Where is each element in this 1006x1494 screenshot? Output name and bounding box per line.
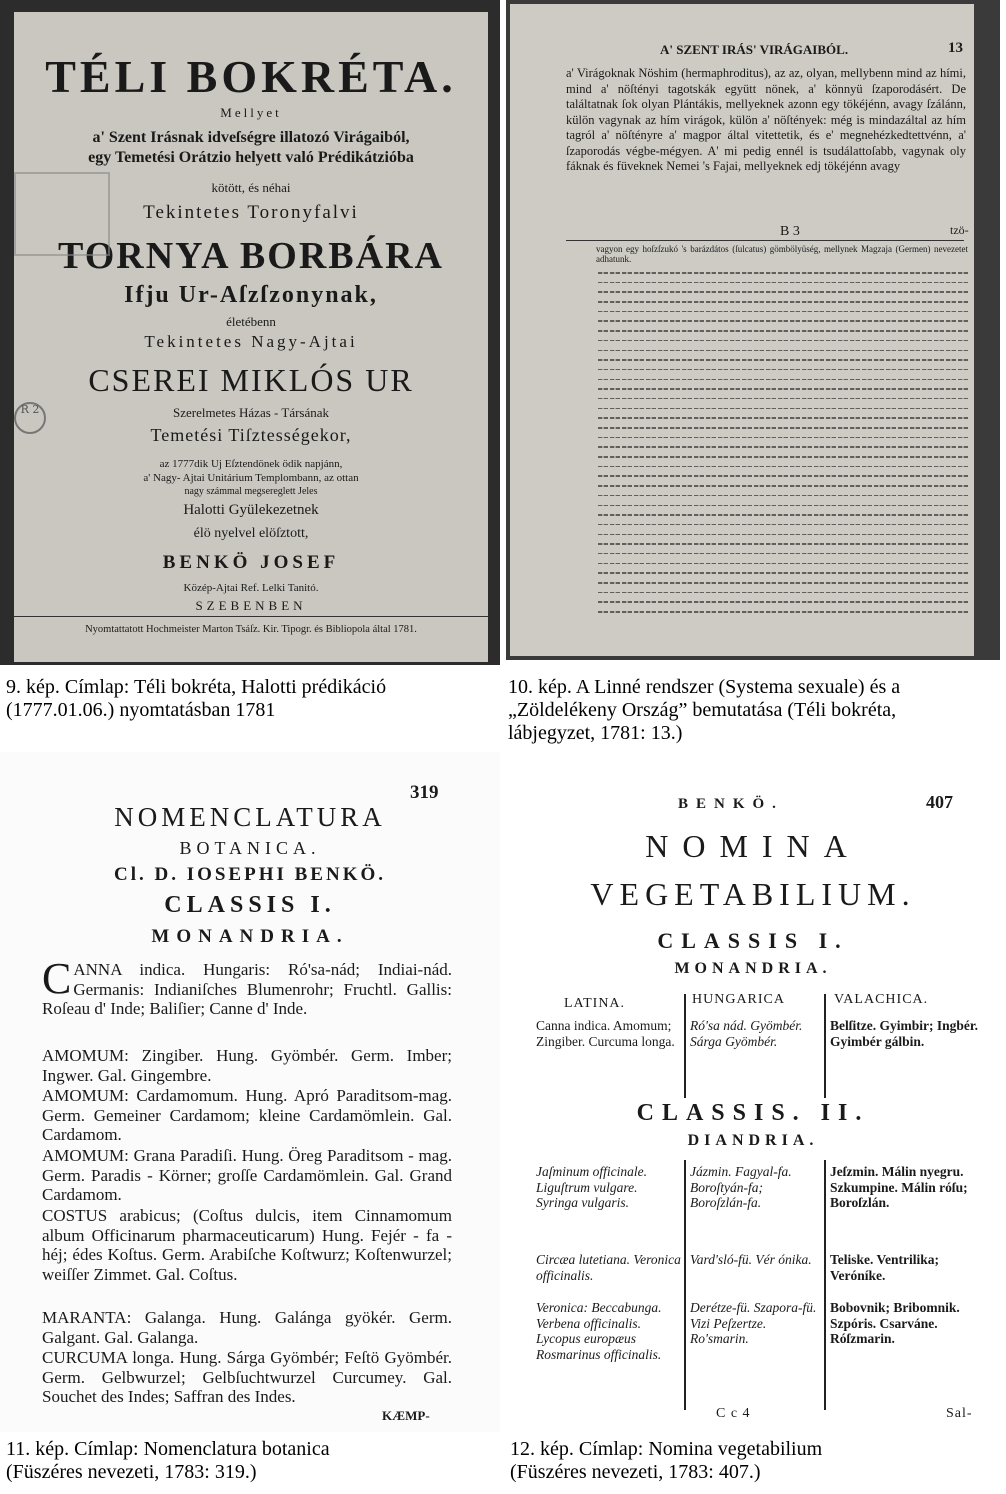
book-title: TÉLI BOKRÉTA. xyxy=(45,51,457,102)
line-11: Szerelmetes Házas - Társának xyxy=(172,405,330,420)
caption-11 xyxy=(6,1438,500,1484)
body-text: a' Virágoknak Nöshim (hermaphroditus), az az, olyan, mellybenn mind az hími, mind a' nöſtényi tagotskák együtt nönek, a' könnyü ſzaporodásért. De találtatnak ſok olyan Plántákis, mellyeknek azonn egy tökéjénn, avagy ſzálánn, külön vagynak az hím virágok, külön a' nöſtények: még is mindazáltal az hím tagról a' nöſtényre a' magpor által vitettetik, és e' megnehézkedtettvénn, a' ſzaporodás végbe-mégyen. A' mi pedig ennél is tsudálattoſabb, vagynak oly fáknak és füveknek Nemei 's Fajai, mellyeknek edj tökéjénn avagy xyxy=(566,66,966,173)
diandria-hungarian-1: Jázmin. Fagyal-fa. Boroſtyán-fa; Boroſzlán-fa. xyxy=(690,1164,792,1210)
footnote-start: vagyon egy hoſzſzukó 's barázdátos (ſulcatus) gömbölyüség, mellynek Magzaja (Germen) nevezetet adhatunk. xyxy=(596,244,968,264)
column-rule-3 xyxy=(684,1160,686,1410)
entry-amomum-2: AMOMUM: Cardamomum. Hung. Apró Paraditsom-mag. Germ. Gemeiner Cardamom; kleine Cardamömlein. Gal. Cardamom. xyxy=(42,1086,452,1144)
running-head: A' SZENT IRÁS' VIRÁGAIBÓL. xyxy=(660,42,849,57)
entry-costus: COSTUS arabicus; (Coſtus dulcis, item Cinnamomum album Officinarum pharmaceuticarum) Hung. Fejér - fa - héj; édes Koſtus. Germ. Arabiſche Koſtwurz; Koſtenwurzel; weiſſer Zimmet. Gal. Coſtus. xyxy=(42,1206,452,1284)
line-17: élö nyelvel elöſztott, xyxy=(193,526,309,541)
caption-9-line2: (1777.01.06.) nyomtatásban 1781 xyxy=(6,699,276,721)
caption-10-line1: 10. kép. A Linné rendszer (Systema sexuale) és a xyxy=(508,676,901,698)
line-9: Tekintetes Nagy-Ajtai xyxy=(144,332,358,351)
author-name: BENKÖ JOSEF xyxy=(162,552,340,573)
column-rule-1 xyxy=(684,994,686,1098)
caption-11-line2: (Füszéres nevezeti, 1783: 319.) xyxy=(6,1461,257,1483)
heading-author: Cl. D. IOSEPHI BENKÖ. xyxy=(113,864,387,885)
monandria-hungarian: Ró'sa nád. Gyömbér. Sárga Gyömbér. xyxy=(690,1018,803,1049)
catchword: Sal- xyxy=(946,1406,973,1421)
heading-monandria: MONANDRIA. xyxy=(674,960,832,977)
caption-10-line2: „Zöldelékeny Ország” bemutatása (Téli bokréta, xyxy=(508,699,897,721)
signature: C c 4 xyxy=(716,1406,751,1421)
line-3: egy Temetési Orátzio helyett való Prédikátzióba xyxy=(88,149,414,166)
name-cserei: CSEREI MIKLÓS UR xyxy=(88,362,414,398)
diandria-latin-3: Veronica: Beccabunga. Verbena officinalis. Lycopus europæus Rosmarinus officinalis. xyxy=(536,1300,662,1362)
column-rule-2 xyxy=(824,994,826,1098)
diandria-valachian-2: Teliske. Ventrilika; Veróníke. xyxy=(830,1252,940,1283)
monandria-latin: Canna indica. Amomum; Zingiber. Curcuma longa. xyxy=(536,1018,675,1049)
entry-amomum-1: AMOMUM: Zingiber. Hung. Gyömbér. Germ. Imber; Ingwer. Gal. Gingembre. xyxy=(42,1046,452,1085)
line-15: nagy számmal megsereglett Jeles xyxy=(184,486,318,497)
diandria-hungarian-3: Derétze-fü. Szapora-fü. Vizi Peſzertze. Ro'smarin. xyxy=(690,1300,817,1346)
library-stamp xyxy=(14,172,110,256)
title-page xyxy=(14,12,488,662)
heading-monandria: MONANDRIA. xyxy=(151,926,349,947)
place-line: SZEBENBEN xyxy=(195,598,307,613)
diandria-valachian-1: Jeſzmin. Málin nyegru. Szkumpine. Málin róſu; Boroſzlán. xyxy=(830,1164,968,1210)
column-rule-4 xyxy=(824,1160,826,1410)
heading-classis-1: CLASSIS I. xyxy=(657,928,849,953)
page-number: 13 xyxy=(948,40,963,56)
entry-amomum-3: AMOMUM: Grana Paradiſi. Hung. Öreg Paraditsom - mag. Germ. Paradis - Körner; groſſe Cardamömlein. Gal. Grand Cardamom. xyxy=(42,1146,452,1204)
figure-12-photo xyxy=(506,752,1000,1432)
page-number: 319 xyxy=(410,782,439,803)
page-number: 407 xyxy=(926,792,953,812)
line-8: életébenn xyxy=(226,314,276,329)
caption-10 xyxy=(508,676,1004,745)
line-5: Tekintetes Toronyfalvi xyxy=(143,202,359,223)
col-hungarica: HUNGARICA xyxy=(692,992,785,1007)
entry-canna-text: ANNA indica. Hungaris: Ró'sa-nád; Indiai-nád. Germanis: Indianiſches Blumenrohr; Fruchtl. Gallis: Roſeau d' Inde; Baliſier; Canne d' Inde. xyxy=(42,960,452,1018)
heading-botanica: BOTANICA. xyxy=(179,838,321,858)
line-19: Közép-Ajtai Ref. Lelki Tanitó. xyxy=(183,582,319,594)
dropcap: C xyxy=(42,954,72,1003)
caption-11-line1: 11. kép. Címlap: Nomenclatura botanica xyxy=(6,1438,330,1460)
caption-10-line3: lábjegyzet, 1781: 13.) xyxy=(508,722,683,744)
imprint: Nyomtattatott Hochmeister Marton Tsáſz. Kir. Tipogr. és Bibliopola által 1781. xyxy=(85,624,417,635)
heading-classis-2: CLASSIS. II. xyxy=(636,1100,870,1126)
caption-12 xyxy=(510,1438,1004,1484)
caption-9-line1: 9. kép. Címlap: Téli bokréta, Halotti prédikáció xyxy=(6,676,387,698)
catchword: tzö- xyxy=(950,223,969,237)
name-tornya: TORNYA BORBÁRA xyxy=(58,235,444,277)
monandria-valachian: Belſitze. Gyimbir; Ingbér. Gyimbér gálbin. xyxy=(830,1018,978,1049)
running-head: BENKÖ. xyxy=(678,796,784,812)
diandria-hungarian-2: Vard'sló-fü. Vér ónika. xyxy=(690,1252,812,1267)
diandria-latin-2: Circæa lutetiana. Veronica officinalis. xyxy=(536,1252,681,1283)
figure-9-photo xyxy=(0,0,500,665)
caption-9 xyxy=(6,676,500,722)
heading-nomina: NOMINA xyxy=(645,828,861,864)
line-7: Ifju Ur-Aſzſzonynak, xyxy=(124,282,378,308)
entry-curcuma: CURCUMA longa. Hung. Sárga Gyömbér; Feſtö Gyömbér. Germ. Gelbwurzel; Gelbſuchtwurzel Curcumey. Gal. Souchet des Indes; Saffran des Indes. xyxy=(42,1348,452,1406)
line-2: a' Szent Irásnak idveſségre illatozó Virágaiból, xyxy=(92,129,410,146)
heading-nomenclatura: NOMENCLATURA xyxy=(114,802,386,832)
line-16: Halotti Gyülekezetnek xyxy=(183,502,319,518)
stamp-circle: R 2 xyxy=(14,402,46,434)
col-latina: LATINA. xyxy=(564,996,626,1011)
heading-classis: CLASSIS I. xyxy=(164,892,336,918)
line-14: a' Nagy- Ajtai Unitárium Templombann, az ottan xyxy=(143,472,359,484)
heading-vegetabilium: VEGETABILIUM. xyxy=(590,876,916,912)
line-12: Temetési Tiſztességekor, xyxy=(150,425,352,445)
caption-12-line2: (Füszéres nevezeti, 1783: 407.) xyxy=(510,1461,761,1483)
divider xyxy=(14,616,488,617)
figure-10-photo xyxy=(506,0,1000,660)
entry-maranta: MARANTA: Galanga. Hung. Galánga gyökér. Germ. Galgant. Gal. Galanga. xyxy=(42,1308,452,1347)
entry-canna xyxy=(42,954,452,1019)
figure-11-photo xyxy=(0,752,500,1432)
line-13: az 1777dik Uj Eſztendönek ödik napjánn, xyxy=(159,458,343,470)
heading-diandria: DIANDRIA. xyxy=(687,1132,819,1149)
line-mellyet: Mellyet xyxy=(220,105,282,120)
diandria-valachian-3: Bobovnik; Bribomnik. Szpóris. Csarváne. Róſzmarin. xyxy=(830,1300,960,1346)
catchword: KÆMP- xyxy=(382,1408,430,1423)
footnote-rule xyxy=(566,240,964,241)
caption-12-line1: 12. kép. Címlap: Nomina vegetabilium xyxy=(510,1438,823,1460)
diandria-latin-1: Jaſminum officinale. Liguſtrum vulgare. Syringa vulgaris. xyxy=(536,1164,647,1210)
line-4: kötött, és néhai xyxy=(211,180,291,195)
footnote-text xyxy=(598,272,968,638)
col-valachica: VALACHICA. xyxy=(834,992,929,1007)
signature: B 3 xyxy=(780,224,800,239)
text-page xyxy=(510,4,974,656)
